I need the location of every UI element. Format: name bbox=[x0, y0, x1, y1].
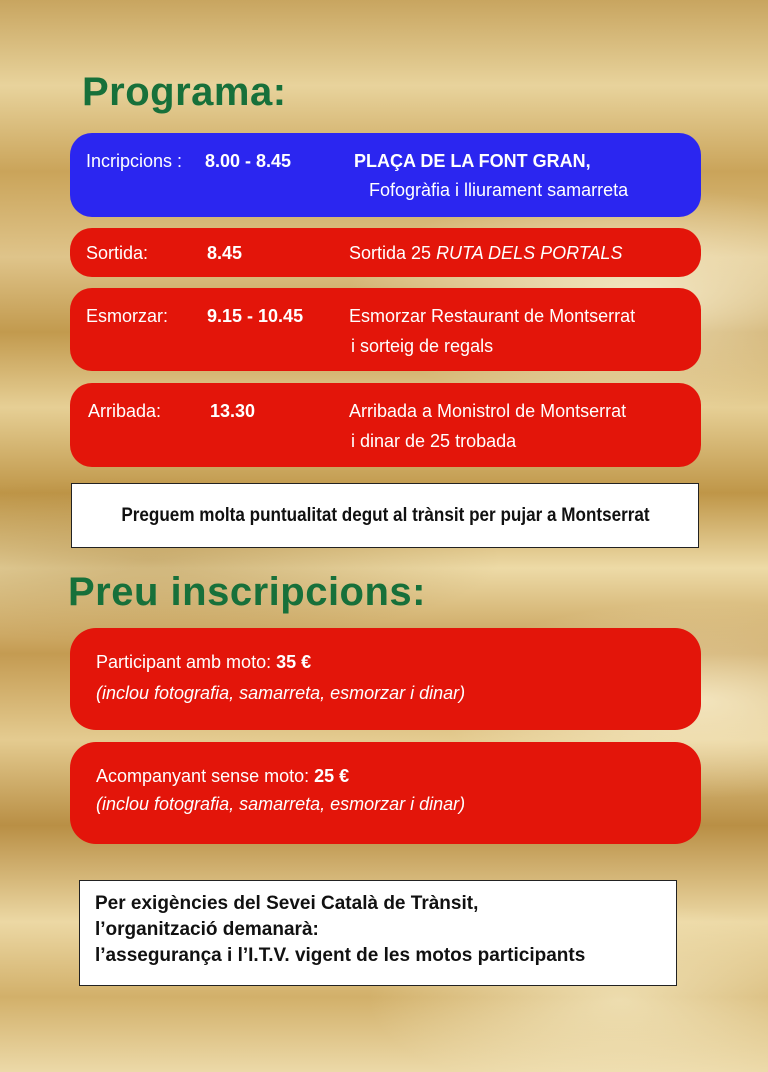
schedule-description bbox=[349, 243, 622, 264]
requirements-line-3: l’assegurança i l’I.T.V. vigent de les motos participants bbox=[95, 945, 586, 966]
price-details: (inclou fotografia, samarreta, esmorzar i dinar) bbox=[96, 683, 466, 703]
punctuality-notice-text: Preguem molta puntualitat degut al trànsit per pujar a Montserrat bbox=[120, 504, 650, 526]
price-value: 35 € bbox=[276, 652, 312, 672]
schedule-description-2: i sorteig de regals bbox=[351, 336, 494, 356]
price-label-text: Participant amb moto: bbox=[96, 652, 277, 672]
preu-title: Preu inscripcions: bbox=[68, 570, 426, 614]
schedule-item-arribada bbox=[70, 383, 701, 467]
requirements-notice bbox=[79, 880, 677, 986]
schedule-description: Esmorzar Restaurant de Montserrat bbox=[349, 306, 636, 326]
schedule-description: Fofogràfia i lliurament samarreta bbox=[369, 180, 629, 200]
route-name: RUTA DELS PORTALS bbox=[436, 243, 623, 263]
price-label bbox=[96, 766, 349, 787]
price-option-participant bbox=[70, 628, 701, 730]
price-label bbox=[96, 652, 311, 673]
schedule-label: Arribada: bbox=[88, 401, 162, 421]
price-value: 25 € bbox=[314, 766, 350, 786]
requirements-line-1: Per exigències del Sevei Català de Trànsit, bbox=[95, 893, 479, 914]
price-option-acompanyant bbox=[70, 742, 701, 844]
schedule-description: Arribada a Monistrol de Montserrat bbox=[349, 401, 627, 421]
schedule-item-sortida bbox=[70, 228, 701, 277]
programa-title: Programa: bbox=[82, 70, 287, 114]
punctuality-notice bbox=[71, 483, 699, 548]
schedule-label: Incripcions : bbox=[86, 151, 183, 171]
schedule-time: 13.30 bbox=[210, 401, 256, 421]
schedule-item-esmorzar bbox=[70, 288, 701, 371]
schedule-location: PLAÇA DE LA FONT GRAN, bbox=[354, 151, 591, 171]
requirements-line-2: l’organització demanarà: bbox=[95, 919, 319, 940]
schedule-label: Sortida: bbox=[86, 243, 149, 263]
price-label-text: Acompanyant sense moto: bbox=[96, 766, 315, 786]
schedule-description-prefix: Sortida 25 bbox=[349, 243, 437, 263]
schedule-time: 8.45 bbox=[207, 243, 243, 263]
schedule-time: 8.00 - 8.45 bbox=[205, 151, 292, 171]
price-details: (inclou fotografia, samarreta, esmorzar i dinar) bbox=[96, 794, 466, 814]
schedule-label: Esmorzar: bbox=[86, 306, 169, 326]
schedule-item-inscripcions bbox=[70, 133, 701, 217]
schedule-description-2: i dinar de 25 trobada bbox=[351, 431, 517, 451]
schedule-time: 9.15 - 10.45 bbox=[207, 306, 304, 326]
